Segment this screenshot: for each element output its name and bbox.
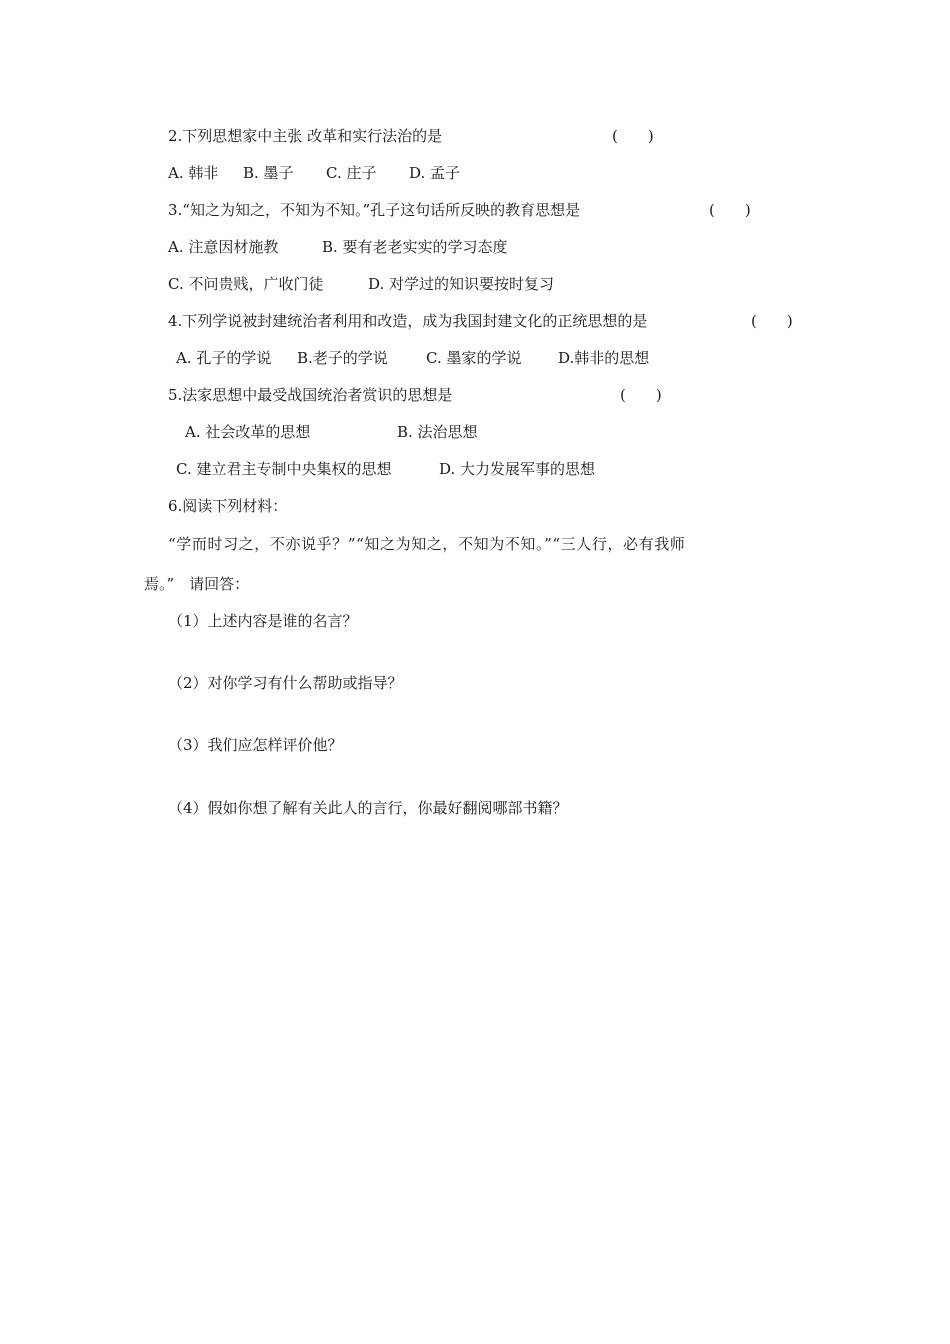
question-5-answer-parens: ( ) [620,386,662,404]
question-4-stem: 4.下列学说被封建统治者利用和改造，成为我国封建文化的正统思想的是 [168,312,648,330]
question-5-option-a: A. 社会改革的思想 [185,423,311,441]
question-6-material-line-1: “学而时习之，不亦说乎？”“知之为知之，不知为不知。”“三人行，必有我师 [168,535,686,553]
question-2-option-c: C. 庄子 [326,164,377,182]
question-3-option-c: C. 不问贵贱，广收门徒 [168,275,324,293]
question-3-stem: 3.“知之为知之，不知为不知。”孔子这句话所反映的教育思想是 [168,201,581,219]
question-4-option-c: C. 墨家的学说 [426,349,522,367]
question-3-option-a: A. 注意因材施教 [168,238,279,256]
question-5-option-b: B. 法治思想 [397,423,478,441]
question-4-option-b: B.老子的学说 [297,349,388,367]
question-6-subquestion-3: （3）我们应怎样评价他？ [168,736,343,754]
question-3-option-d: D. 对学过的知识要按时复习 [368,275,555,293]
question-5-option-d: D. 大力发展军事的思想 [439,460,596,478]
question-2-option-b: B. 墨子 [243,164,294,182]
question-3-option-b: B. 要有老老实实的学习态度 [322,238,508,256]
question-2-stem: 2.下列思想家中主张 改革和实行法治的是 [168,127,443,145]
question-4-option-a: A. 孔子的学说 [176,349,272,367]
question-6-stem: 6.阅读下列材料： [168,497,288,515]
question-6-subquestion-4: （4）假如你想了解有关此人的言行，你最好翻阅哪部书籍？ [168,799,568,817]
question-2-answer-parens: ( ) [612,127,654,145]
question-3-answer-parens: ( ) [709,201,751,219]
question-2-option-a: A. 韩非 [168,164,219,182]
question-4-option-d: D.韩非的思想 [558,349,650,367]
question-5-stem: 5.法家思想中最受战国统治者赏识的思想是 [168,386,453,404]
question-4-answer-parens: ( ) [751,312,793,330]
question-5-option-c: C. 建立君主专制中央集权的思想 [176,460,392,478]
question-6-subquestion-2: （2）对你学习有什么帮助或指导？ [168,674,403,692]
question-6-material-line-2: 焉。” 请回答： [144,575,250,593]
question-2-option-d: D. 孟子 [409,164,461,182]
question-6-subquestion-1: （1）上述内容是谁的名言？ [168,612,358,630]
